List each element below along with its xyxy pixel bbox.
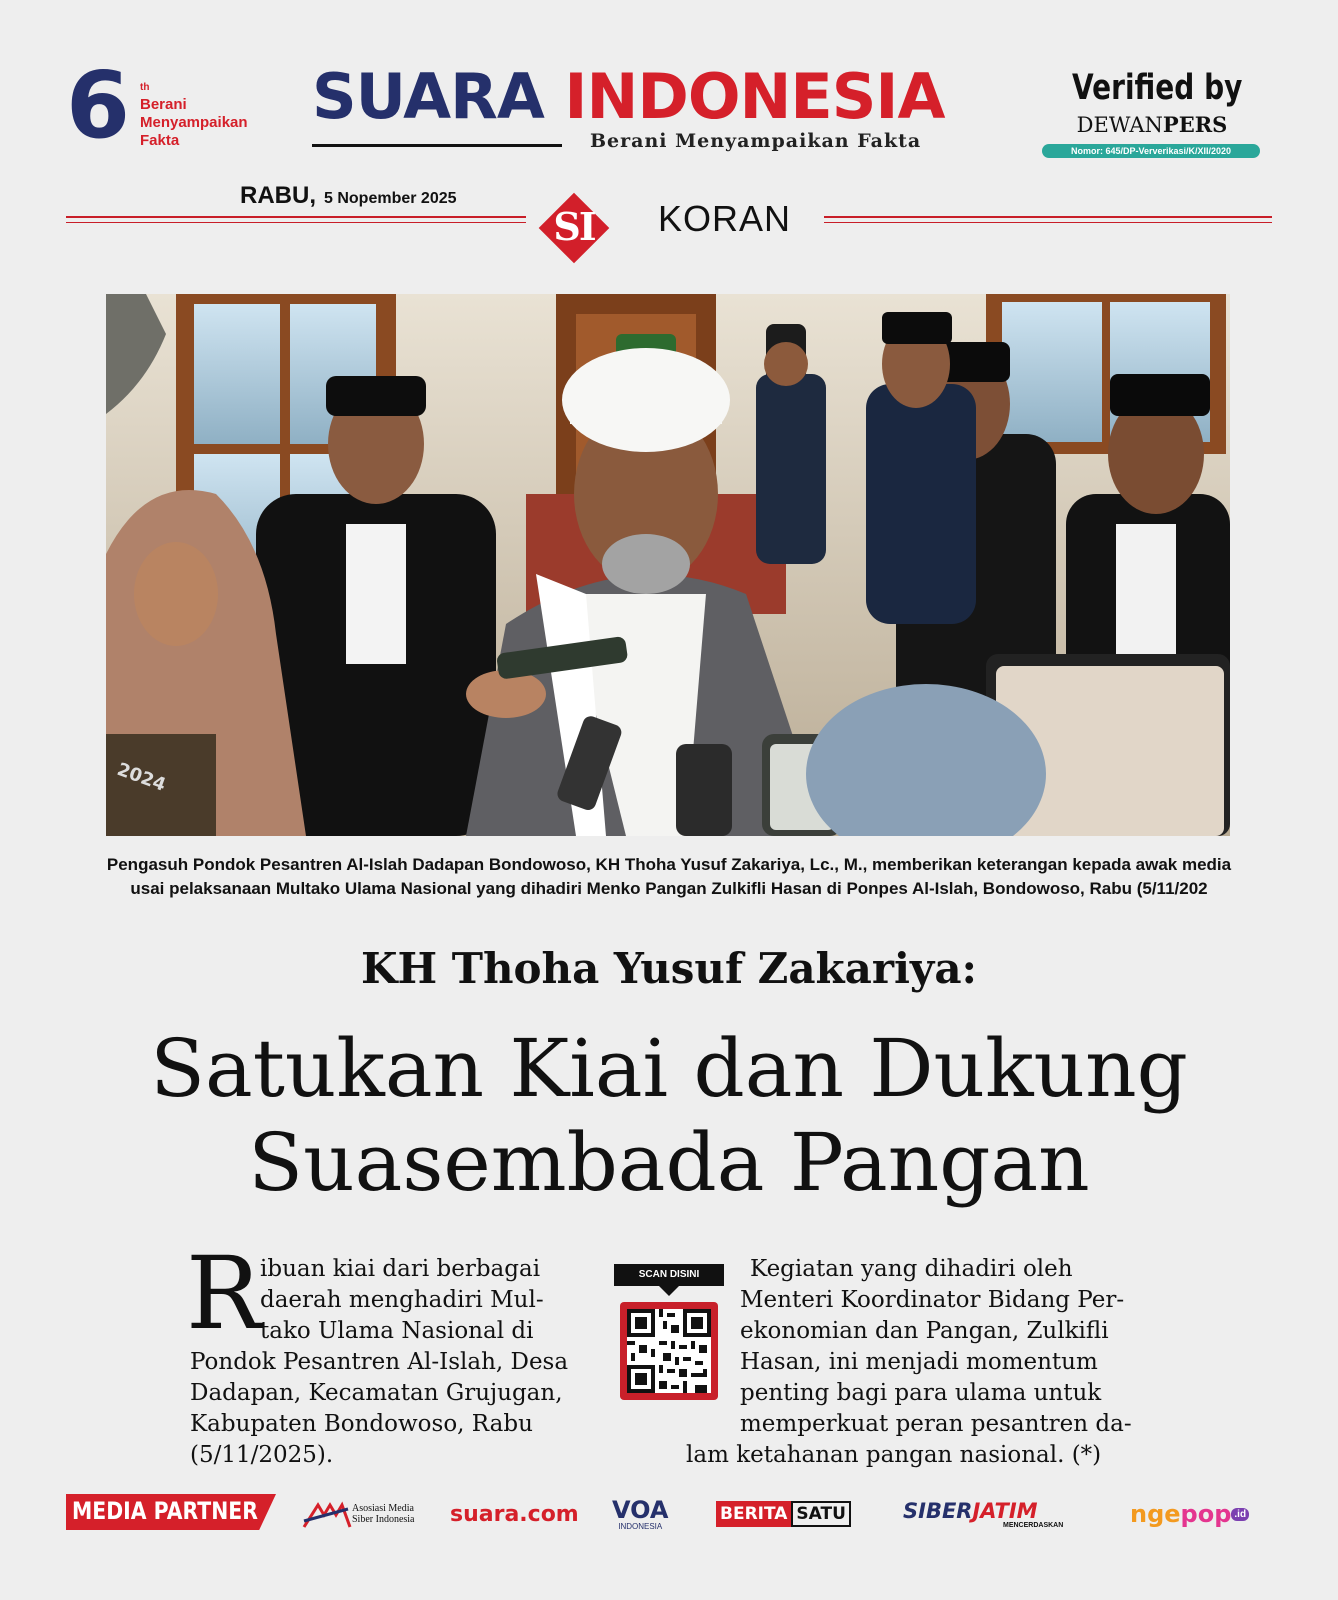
body-line: tako Ulama Nasional di — [260, 1318, 534, 1344]
scan-label: SCAN DISINI — [614, 1264, 724, 1286]
article-column-2 — [686, 1254, 1156, 1471]
berita-text: BERITA — [716, 1501, 791, 1527]
amsi-logo-icon — [302, 1499, 352, 1529]
photo-illustration — [106, 294, 1230, 836]
verification-number: Nomor: 645/DP-Ververikasi/K/XII/2020 — [1042, 144, 1260, 158]
pers-text: PERS — [1162, 112, 1228, 137]
partner-beritasatu[interactable] — [716, 1494, 851, 1534]
verified-badge — [1052, 68, 1264, 160]
partner-amsi[interactable] — [302, 1494, 422, 1534]
body-line: ibuan kiai dari berbagai — [260, 1256, 541, 1282]
body-line: Kabupaten Bondowoso, Rabu — [190, 1411, 533, 1437]
section-label: KORAN — [658, 198, 792, 239]
body-line: (5/11/2025). — [190, 1442, 334, 1468]
siber-text: SIBER — [903, 1498, 973, 1523]
body-line: ekonomian dan Pangan, Zulkifli — [740, 1318, 1109, 1344]
main-photo[interactable] — [106, 294, 1230, 836]
verified-title: Verified by — [1072, 68, 1243, 108]
media-partner-text: MEDIA PARTNER — [72, 1497, 258, 1525]
partner-siberjatim[interactable] — [903, 1494, 1063, 1534]
header-rule-right-thin — [824, 222, 1272, 223]
headline-line-1: Satukan Kiai dan Dukung — [150, 1022, 1188, 1115]
masthead-slogan: Berani Menyampaikan Fakta — [590, 130, 922, 152]
voa-sub-text: INDONESIA — [618, 1521, 663, 1531]
dewan-text: DEWAN — [1076, 113, 1163, 137]
brand-part1: SUARA — [312, 60, 544, 133]
body-line: Pondok Pesantren Al-Islah, Desa — [190, 1349, 569, 1375]
body-line: Hasan, ini menjadi momentum — [740, 1349, 1098, 1375]
masthead-rule — [312, 144, 562, 147]
masthead[interactable] — [312, 62, 1022, 162]
brand-logo[interactable] — [312, 62, 944, 132]
body-line: Menteri Koordinator Bidang Per- — [740, 1287, 1125, 1313]
body-line: penting bagi para ulama untuk — [740, 1380, 1102, 1406]
anniversary-suffix: th — [140, 82, 150, 93]
satu-text: SATU — [791, 1501, 850, 1527]
partner-voa[interactable] — [612, 1494, 668, 1534]
header-rule-right — [824, 216, 1272, 218]
anniversary-number: 6 — [66, 52, 131, 159]
voa-text: VOA — [612, 1495, 669, 1524]
edition-day: RABU, — [240, 182, 316, 209]
article-headline[interactable] — [0, 1022, 1338, 1210]
body-line: Kegiatan yang dihadiri oleh — [750, 1256, 1073, 1282]
photo-caption: Pengasuh Pondok Pesantren Al-Islah Dadapan Bondowoso, KH Thoha Yusuf Zakariya, Lc., M., memberikan keterangan kepada awak media usai pelaksanaan Multako Ulama Nasional yang dihadiri Menko Pangan Zulkifli Hasan di Ponpes Al-Islah, Bondowoso, Rabu (5/11/202 — [106, 855, 1232, 898]
brand-part2: INDONESIA — [564, 60, 945, 133]
body-line: Dadapan, Kecamatan Grujugan, — [190, 1380, 563, 1406]
body-line: lam ketahanan pangan nasional. (*) — [686, 1442, 1102, 1468]
drop-cap: R — [186, 1235, 262, 1352]
scan-pointer-icon — [659, 1286, 679, 1296]
ngepop-nge: nge — [1130, 1500, 1181, 1528]
siber-sub-text: MENCERDASKAN — [1003, 1521, 1064, 1529]
photo-badge-text: 2024 — [114, 758, 169, 796]
ngepop-pop: pop — [1180, 1500, 1232, 1528]
partner-suara[interactable] — [450, 1494, 579, 1534]
header-rule-left-thin — [66, 222, 526, 223]
dewan-pers-logo — [1052, 112, 1252, 137]
header-rule-left — [66, 216, 526, 218]
edition-date-text: 5 Nopember 2025 — [324, 190, 457, 207]
media-partner-label — [66, 1494, 286, 1530]
suara-text: suara.com — [450, 1501, 579, 1527]
jatim-text: JATIM — [972, 1498, 1038, 1523]
headline-line-2: Suasembada Pangan — [248, 1116, 1090, 1209]
ngepop-id: .id — [1231, 1508, 1249, 1521]
si-logo — [538, 192, 610, 264]
amsi-text: Asosiasi Media Siber Indonesia — [352, 1503, 415, 1525]
anniversary-tagline: Berani Menyampaikan Fakta — [140, 96, 248, 149]
body-line: memperkuat peran pesantren da- — [740, 1411, 1132, 1437]
body-line: daerah menghadiri Mul- — [260, 1287, 544, 1313]
anniversary-badge — [66, 52, 286, 159]
partner-ngepop[interactable] — [1130, 1494, 1249, 1534]
si-logo-text: SI — [553, 204, 595, 249]
edition-date — [240, 182, 457, 210]
article-kicker: KH Thoha Yusuf Zakariya: — [360, 944, 978, 993]
article-column-1 — [190, 1254, 610, 1471]
